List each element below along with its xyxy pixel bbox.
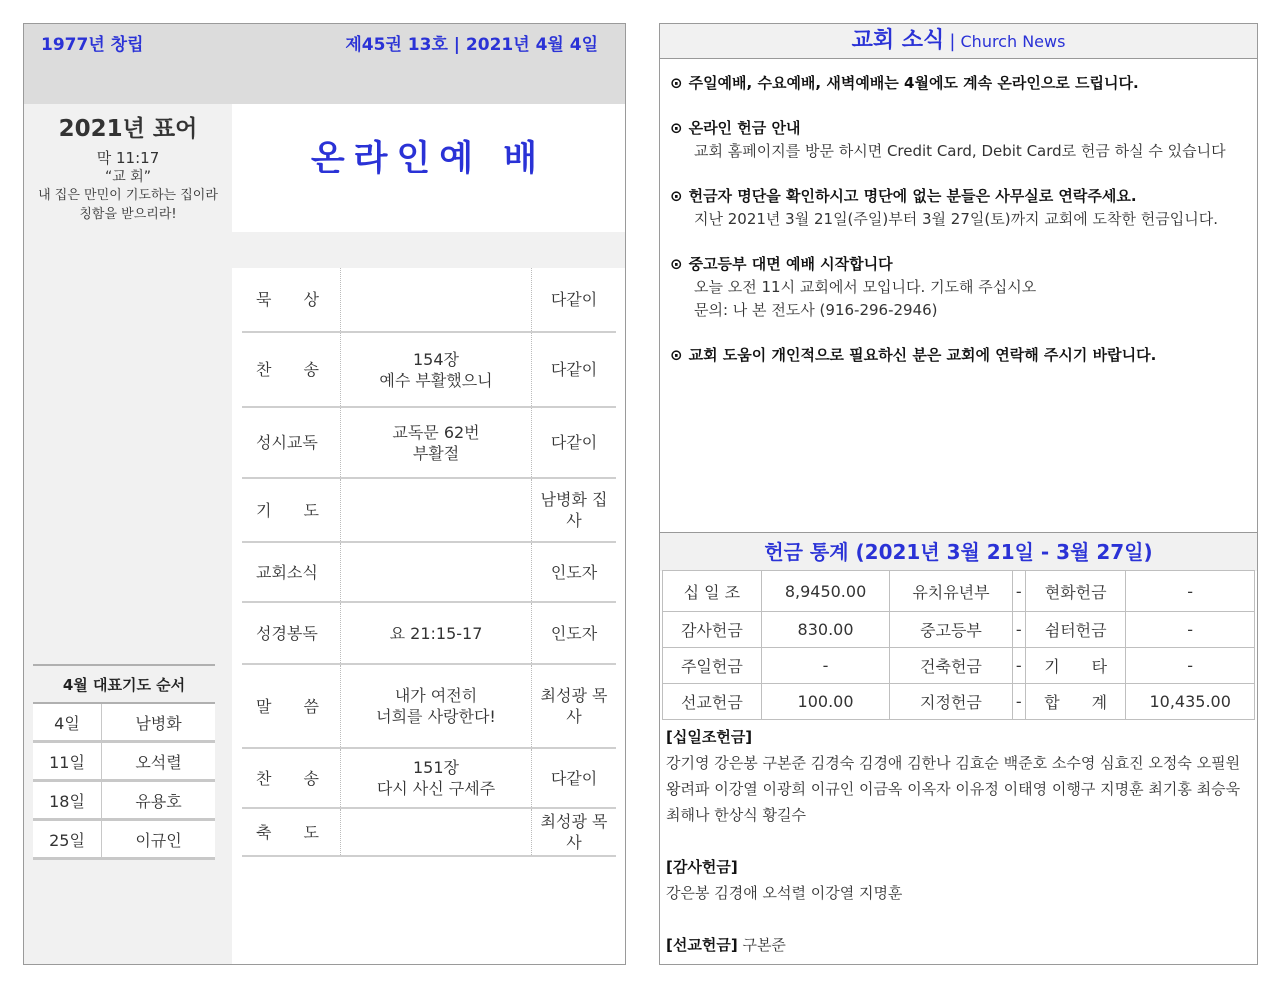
news-item [670,72,1250,95]
order-line-2: 부활절 [412,443,460,463]
order-leader: 인도자 [550,623,598,643]
order-leader: 다같이 [550,433,598,452]
offering-stats-table [662,570,1255,720]
order-line-1: 151장 [413,758,459,777]
news-detail: 지난 2021년 3월 21일(주일)부터 3월 27일(토)까지 교회에 도착한 헌금입니다. [694,210,1219,228]
stats-cell: 830.00 [761,612,890,648]
order-row [242,748,616,808]
stats-cell: 건축헌금 [890,648,1012,684]
order-leader: 다같이 [550,290,598,309]
stats-cell: 합 계 [1025,684,1125,720]
motto-verse-2: 칭함을 받으리라! [79,207,177,222]
order-label: 찬 송 [242,332,341,407]
order-leader: 최성광 목사 [540,812,608,852]
stats-cell: 주일헌금 [663,648,762,684]
prayer-schedule-table [33,664,215,860]
order-label: 성경봉독 [242,602,341,664]
stats-row [663,684,1255,720]
order-label: 찬 송 [242,748,341,808]
order-row [242,407,616,478]
news-separator: | [949,31,956,52]
stats-cell: 십 일 조 [663,571,762,612]
stats-cell: 기 타 [1025,648,1125,684]
prayer-name: 유용호 [102,781,216,820]
news-detail: 문의: 나 본 전도사 (916-296-2946) [694,301,938,319]
stats-row [663,612,1255,648]
order-line-1: 내가 여전히 [394,686,478,705]
offering-stats-header [660,532,1257,571]
news-item [670,253,1250,322]
news-item [670,344,1250,367]
target-bullet-icon: ⊙ [670,187,683,205]
stats-cell: - [1012,648,1025,684]
motto-ref: 막 11:17 [96,149,160,167]
stats-cell: - [1126,571,1255,612]
motto-quote: “교 회” [104,169,151,185]
order-line-2: 다시 사신 구세주 [376,779,496,798]
prayer-date: 11일 [33,742,102,781]
news-detail: 교회 홈페이지를 방문 하시면 Credit Card, Debit Card로 헌금 하실 수 있습니다 [694,142,1226,160]
stats-cell: 현화헌금 [1025,571,1125,612]
order-line-1: 교독문 62번 [392,422,480,442]
order-content [341,478,532,542]
order-label: 기 도 [242,478,341,542]
prayer-row [33,781,215,820]
order-label: 묵 상 [242,268,341,332]
tithe-names-line: 최해나 한상식 황길수 [666,806,806,824]
order-content [341,407,532,478]
prayer-row [33,820,215,859]
order-label: 축 도 [242,808,341,856]
list-spacer [666,828,1256,854]
prayer-name: 이규인 [102,820,216,859]
stats-cell: 중고등부 [890,612,1012,648]
order-content [341,268,532,332]
order-leader: 남병화 집사 [540,490,608,530]
order-row [242,602,616,664]
stats-row [663,571,1255,612]
offering-stats-title: 헌금 통계 (2021년 3월 21일 - 3월 27일) [764,540,1153,564]
bulletin-right-panel [659,23,1258,965]
founded-text: 1977년 창립 [41,35,144,55]
prayer-date: 4일 [33,703,102,742]
order-row [242,808,616,856]
order-row [242,478,616,542]
order-content [341,748,532,808]
news-heading: 온라인 헌금 안내 [688,119,801,137]
order-label: 말 씀 [242,664,341,748]
tithe-label: [십일조헌금] [666,728,753,746]
stats-cell: - [1126,648,1255,684]
donor-lists [666,724,1256,958]
order-leader: 최성광 목사 [540,686,608,726]
order-leader: 다같이 [550,768,598,788]
order-label: 교회소식 [242,542,341,602]
news-header [660,24,1257,59]
list-spacer [666,906,1256,932]
order-line-1: 154장 [413,349,459,369]
mission-label: [선교헌금] [666,936,738,954]
order-row [242,664,616,748]
divider-band [24,232,625,269]
news-detail: 오늘 오전 11시 교회에서 모입니다. 기도해 주십시오 [694,278,1037,296]
prayer-row [33,703,215,742]
stats-cell: - [1012,684,1025,720]
order-line-1: 요 21:15-17 [389,623,483,643]
stats-cell: 유치유년부 [890,571,1012,612]
motto-box [24,104,232,233]
news-heading: 주일예배, 수요예배, 새벽예배는 4월에도 계속 온라인으로 드립니다. [688,74,1139,92]
order-row [242,268,616,332]
order-leader: 인도자 [550,562,598,582]
stats-cell: - [1012,571,1025,612]
order-line-2: 예수 부활했으니 [379,370,493,390]
mission-line [666,932,1256,958]
target-bullet-icon: ⊙ [670,255,683,273]
stats-cell: 8,9450.00 [761,571,890,612]
thanks-label: [감사헌금] [666,858,738,876]
worship-order-area [232,268,625,964]
news-item [670,117,1250,163]
order-content [341,664,532,748]
news-item [670,185,1250,231]
motto-verse-1: 내 집은 만민이 기도하는 집이라 [38,188,218,203]
prayer-date: 18일 [33,781,102,820]
news-heading: 중고등부 대면 예배 시작합니다 [688,255,893,273]
order-label: 성시교독 [242,407,341,478]
bulletin-header [24,24,625,104]
news-heading: 헌금자 명단을 확인하시고 명단에 없는 분들은 사무실로 연락주세요. [688,187,1137,205]
order-row [242,542,616,602]
worship-order-table [242,268,616,857]
service-title: 온라인예 배 [310,139,547,179]
stats-cell: - [1126,612,1255,648]
stats-cell: 선교헌금 [663,684,762,720]
stats-cell: 지정헌금 [890,684,1012,720]
prayer-schedule-title: 4월 대표기도 순서 [33,665,215,703]
target-bullet-icon: ⊙ [670,74,683,92]
prayer-date: 25일 [33,820,102,859]
motto-title: 2021년 표어 [58,116,198,142]
target-bullet-icon: ⊙ [670,119,683,137]
order-content [341,808,532,856]
news-title: 교회 소식 [851,28,945,53]
mission-names: 구본준 [742,936,786,954]
prayer-name: 오석렬 [102,742,216,781]
order-content [341,332,532,407]
tithe-names-line: 왕려파 이강열 이광희 이규인 이금옥 이옥자 이유정 이태영 이행구 지명훈 최기홍 최승욱 [666,780,1241,798]
order-content [341,602,532,664]
order-leader: 다같이 [550,360,598,379]
stats-cell: 감사헌금 [663,612,762,648]
bulletin-left-panel [23,23,626,965]
thanks-names: 강은봉 김경애 오석렬 이강열 지명훈 [666,884,903,902]
order-row [242,332,616,407]
stats-cell: - [761,648,890,684]
stats-cell: - [1012,612,1025,648]
prayer-row [33,742,215,781]
prayer-name: 남병화 [102,703,216,742]
issue-text: 제45권 13호 | 2021년 4월 4일 [345,35,598,55]
stats-cell: 10,435.00 [1126,684,1255,720]
stats-row [663,648,1255,684]
target-bullet-icon: ⊙ [670,346,683,364]
tithe-names-line: 강기영 강은봉 구본준 김경숙 김경애 김한나 김효순 백준호 소수영 심효진 오정숙 오필원 [666,754,1241,772]
news-list [670,72,1250,389]
order-line-2: 너희를 사랑한다! [376,707,496,726]
news-heading: 교회 도움이 개인적으로 필요하신 분은 교회에 연락해 주시기 바랍니다. [688,346,1157,364]
news-subtitle: Church News [960,32,1066,51]
stats-cell: 100.00 [761,684,890,720]
stats-cell: 쉼터헌금 [1025,612,1125,648]
order-content [341,542,532,602]
